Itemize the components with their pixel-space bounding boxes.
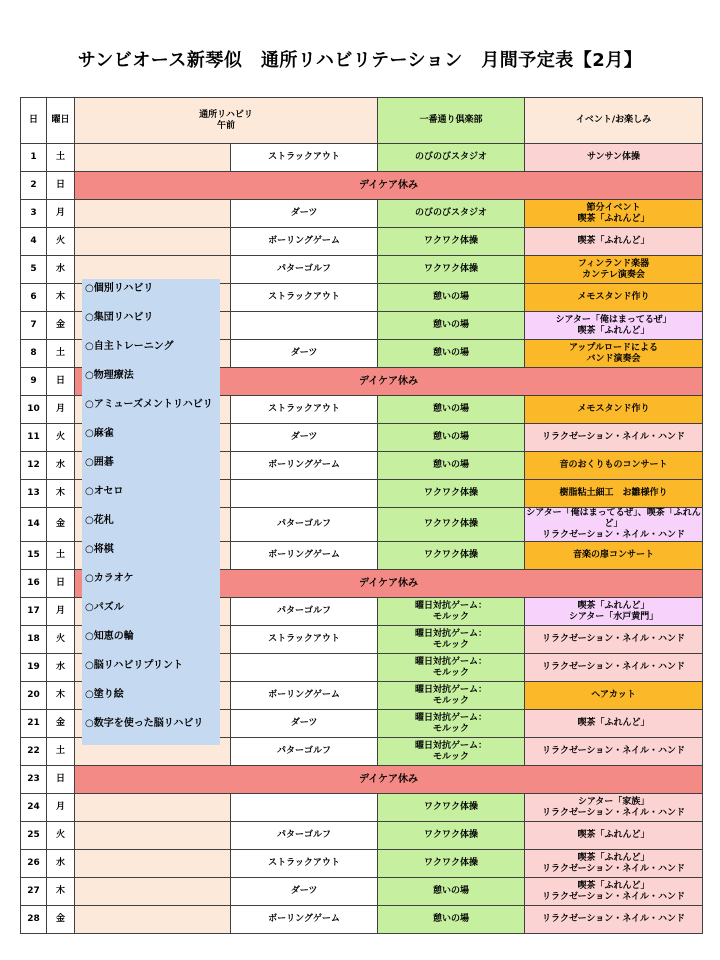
weekday-cell: 月 — [47, 200, 75, 228]
event-cell: アップルロードによる バンド演奏会 — [525, 340, 703, 368]
day-cell: 27 — [21, 878, 47, 906]
event-cell: シアター「俺はまってるぜ」、喫茶「ふれんど」 リラクゼーション・ネイル・ハンド — [526, 508, 701, 540]
am-activity-cell: パターゴルフ — [231, 738, 378, 766]
weekday-cell: 水 — [47, 654, 75, 682]
day-cell: 2 — [21, 172, 47, 200]
club-cell: 憩いの場 — [378, 396, 525, 424]
weekday-cell: 水 — [47, 256, 75, 284]
weekday-cell: 金 — [47, 312, 75, 340]
weekday-cell: 土 — [47, 738, 75, 766]
weekday-cell: 火 — [47, 424, 75, 452]
am-activity-cell: ダーツ — [231, 424, 378, 452]
weekday-cell: 火 — [47, 228, 75, 256]
club-cell: ワクワク体操 — [378, 228, 525, 256]
am-activity-cell — [231, 654, 378, 682]
am-activity-cell: ダーツ — [231, 710, 378, 738]
day-cell: 13 — [21, 480, 47, 508]
weekday-cell: 木 — [47, 682, 75, 710]
day-cell: 17 — [21, 598, 47, 626]
header-row — [21, 98, 703, 144]
am-activity-cell: ストラックアウト — [231, 396, 378, 424]
club-cell: 憩いの場 — [378, 424, 525, 452]
menu-item: ○カラオケ — [85, 573, 134, 584]
weekday-cell: 木 — [47, 284, 75, 312]
closed-cell: デイケア休み — [75, 368, 703, 396]
menu-item: ○花札 — [85, 515, 114, 526]
club-cell: 曜日対抗ゲーム： モルック — [378, 598, 525, 626]
header-day: 日 — [21, 98, 47, 144]
am-activity-cell: パターゴルフ — [231, 508, 378, 542]
event-cell: リラクゼーション・ネイル・ハンド — [525, 738, 703, 766]
am-activity-cell: パターゴルフ — [231, 822, 378, 850]
am-activity-cell: ボーリングゲーム — [231, 228, 378, 256]
club-cell: ワクワク体操 — [378, 508, 525, 542]
am-left-cell — [75, 794, 231, 822]
weekday-cell: 土 — [47, 144, 75, 172]
event-cell: メモスタンド作り — [525, 396, 703, 424]
event-cell: シアター「俺はまってるぜ」 喫茶「ふれんど」 — [525, 312, 703, 340]
event-cell: フィンランド楽器 カンテレ演奏会 — [525, 256, 703, 284]
day-cell: 11 — [21, 424, 47, 452]
day-cell: 12 — [21, 452, 47, 480]
club-cell: 曜日対抗ゲーム： モルック — [378, 710, 525, 738]
day-cell: 3 — [21, 200, 47, 228]
day-cell: 16 — [21, 570, 47, 598]
weekday-cell: 火 — [47, 822, 75, 850]
weekday-cell: 金 — [47, 508, 75, 542]
header-am-line1: 通所リハビリ — [199, 109, 253, 120]
menu-item: ○集団リハビリ — [85, 312, 154, 323]
am-activity-cell: ストラックアウト — [231, 284, 378, 312]
am-left-cell — [75, 878, 231, 906]
am-activity-cell: ダーツ — [231, 878, 378, 906]
am-activity-cell — [231, 794, 378, 822]
menu-item: ○数字を使った脳リハビリ — [85, 718, 204, 729]
header-event: イベント/お楽しみ — [525, 98, 703, 144]
weekday-cell: 日 — [47, 172, 75, 200]
table-row — [21, 172, 703, 200]
weekday-cell: 日 — [47, 766, 75, 794]
event-cell: 音楽の扉コンサート — [525, 542, 703, 570]
am-activity-cell: パターゴルフ — [231, 598, 378, 626]
table-row — [21, 766, 703, 794]
club-cell: のびのびスタジオ — [378, 200, 525, 228]
weekday-cell: 水 — [47, 452, 75, 480]
day-cell: 9 — [21, 368, 47, 396]
club-cell: 曜日対抗ゲーム： モルック — [378, 682, 525, 710]
am-activity-cell: ボーリングゲーム — [231, 682, 378, 710]
menu-item: ○塗り絵 — [85, 689, 124, 700]
club-cell: 憩いの場 — [378, 340, 525, 368]
closed-cell: デイケア休み — [75, 766, 703, 794]
header-am — [75, 98, 378, 144]
table-row — [21, 878, 703, 906]
header-am-line2: 午前 — [217, 120, 236, 131]
weekday-cell: 日 — [47, 570, 75, 598]
day-cell: 24 — [21, 794, 47, 822]
event-cell: シアター「家族」 リラクゼーション・ネイル・ハンド — [525, 794, 703, 822]
event-cell: 喫茶「ふれんど」 — [525, 822, 703, 850]
day-cell: 7 — [21, 312, 47, 340]
am-left-cell — [75, 850, 231, 878]
weekday-cell: 月 — [47, 396, 75, 424]
am-activity-cell — [231, 312, 378, 340]
menu-item: ○パズル — [85, 602, 124, 613]
club-cell: 憩いの場 — [378, 906, 525, 934]
menu-item: ○個別リハビリ — [85, 283, 154, 294]
am-activity-cell: ストラックアウト — [231, 626, 378, 654]
day-cell: 18 — [21, 626, 47, 654]
event-cell: 音のおくりものコンサート — [525, 452, 703, 480]
table-row — [21, 228, 703, 256]
day-cell: 28 — [21, 906, 47, 934]
event-cell: リラクゼーション・ネイル・ハンド — [525, 626, 703, 654]
closed-cell: デイケア休み — [75, 172, 703, 200]
event-cell: メモスタンド作り — [525, 284, 703, 312]
club-cell: 曜日対抗ゲーム： モルック — [378, 738, 525, 766]
header-club: 一番通り倶楽部 — [378, 98, 525, 144]
weekday-cell: 金 — [47, 710, 75, 738]
table-row — [21, 144, 703, 172]
day-cell: 8 — [21, 340, 47, 368]
event-cell: ヘアカット — [525, 682, 703, 710]
am-left-cell — [75, 228, 231, 256]
event-cell: 喫茶「ふれんど」 シアター「水戸黄門」 — [525, 598, 703, 626]
am-left-cell — [75, 822, 231, 850]
am-activity-cell: ボーリングゲーム — [231, 452, 378, 480]
day-cell: 4 — [21, 228, 47, 256]
club-cell: 憩いの場 — [378, 284, 525, 312]
day-cell: 23 — [21, 766, 47, 794]
am-activity-cell: ダーツ — [231, 200, 378, 228]
day-cell: 22 — [21, 738, 47, 766]
club-cell: ワクワク体操 — [378, 850, 525, 878]
event-cell: 樹脂粘土細工 お雛様作り — [525, 480, 703, 508]
am-activity-cell: ストラックアウト — [231, 850, 378, 878]
am-activity-cell: ストラックアウト — [231, 144, 378, 172]
table-row — [21, 200, 703, 228]
page-title: サンビオース新琴似 通所リハビリテーション 月間予定表【2月】 — [77, 50, 643, 71]
am-activity-cell: ボーリングゲーム — [231, 906, 378, 934]
am-activity-cell: ダーツ — [231, 340, 378, 368]
menu-item: ○知恵の輪 — [85, 631, 134, 642]
am-left-cell — [75, 144, 231, 172]
weekday-cell: 土 — [47, 542, 75, 570]
am-activity-cell — [231, 480, 378, 508]
event-cell: 喫茶「ふれんど」 — [525, 710, 703, 738]
day-cell: 26 — [21, 850, 47, 878]
event-cell: リラクゼーション・ネイル・ハンド — [525, 906, 703, 934]
event-cell: 節分イベント 喫茶「ふれんど」 — [525, 200, 703, 228]
event-cell: 喫茶「ふれんど」 リラクゼーション・ネイル・ハンド — [525, 850, 703, 878]
menu-item: ○自主トレーニング — [85, 341, 174, 352]
weekday-cell: 月 — [47, 794, 75, 822]
weekday-cell: 木 — [47, 878, 75, 906]
day-cell: 19 — [21, 654, 47, 682]
table-row — [21, 850, 703, 878]
menu-item: ○物理療法 — [85, 370, 134, 381]
day-cell: 25 — [21, 822, 47, 850]
club-cell: ワクワク体操 — [378, 794, 525, 822]
club-cell: 曜日対抗ゲーム： モルック — [378, 654, 525, 682]
club-cell: 憩いの場 — [378, 452, 525, 480]
menu-item: ○オセロ — [85, 486, 124, 497]
day-cell: 21 — [21, 710, 47, 738]
day-cell: 10 — [21, 396, 47, 424]
club-cell: ワクワク体操 — [378, 822, 525, 850]
club-cell: ワクワク体操 — [378, 480, 525, 508]
event-cell: 喫茶「ふれんど」 — [525, 228, 703, 256]
club-cell: のびのびスタジオ — [378, 144, 525, 172]
weekday-cell: 日 — [47, 368, 75, 396]
weekday-cell: 土 — [47, 340, 75, 368]
day-cell: 15 — [21, 542, 47, 570]
event-cell: リラクゼーション・ネイル・ハンド — [525, 424, 703, 452]
day-cell: 6 — [21, 284, 47, 312]
menu-item: ○囲碁 — [85, 457, 114, 468]
event-cell: サンサン体操 — [525, 144, 703, 172]
table-row — [21, 794, 703, 822]
menu-item: ○麻雀 — [85, 428, 114, 439]
event-cell: リラクゼーション・ネイル・ハンド — [525, 654, 703, 682]
header-weekday: 曜日 — [47, 98, 75, 144]
closed-cell: デイケア休み — [75, 570, 703, 598]
club-cell: 憩いの場 — [378, 878, 525, 906]
am-activity-cell: パターゴルフ — [231, 256, 378, 284]
club-cell: ワクワク体操 — [378, 256, 525, 284]
menu-item: ○脳リハビリプリント — [85, 660, 184, 671]
am-activity-cell: ボーリングゲーム — [231, 542, 378, 570]
am-left-cell — [75, 200, 231, 228]
menu-item: ○アミューズメントリハビリ — [85, 399, 213, 410]
club-cell: ワクワク体操 — [378, 542, 525, 570]
day-cell: 14 — [21, 508, 47, 542]
weekday-cell: 木 — [47, 480, 75, 508]
weekday-cell: 月 — [47, 598, 75, 626]
am-left-cell — [75, 906, 231, 934]
table-row — [21, 906, 703, 934]
weekday-cell: 水 — [47, 850, 75, 878]
weekday-cell: 火 — [47, 626, 75, 654]
club-cell: 曜日対抗ゲーム： モルック — [378, 626, 525, 654]
rehab-menu-panel — [82, 279, 220, 745]
day-cell: 5 — [21, 256, 47, 284]
event-cell: 喫茶「ふれんど」 リラクゼーション・ネイル・ハンド — [525, 878, 703, 906]
weekday-cell: 金 — [47, 906, 75, 934]
menu-item: ○将棋 — [85, 544, 114, 555]
day-cell: 20 — [21, 682, 47, 710]
club-cell: 憩いの場 — [378, 312, 525, 340]
table-row — [21, 822, 703, 850]
day-cell: 1 — [21, 144, 47, 172]
